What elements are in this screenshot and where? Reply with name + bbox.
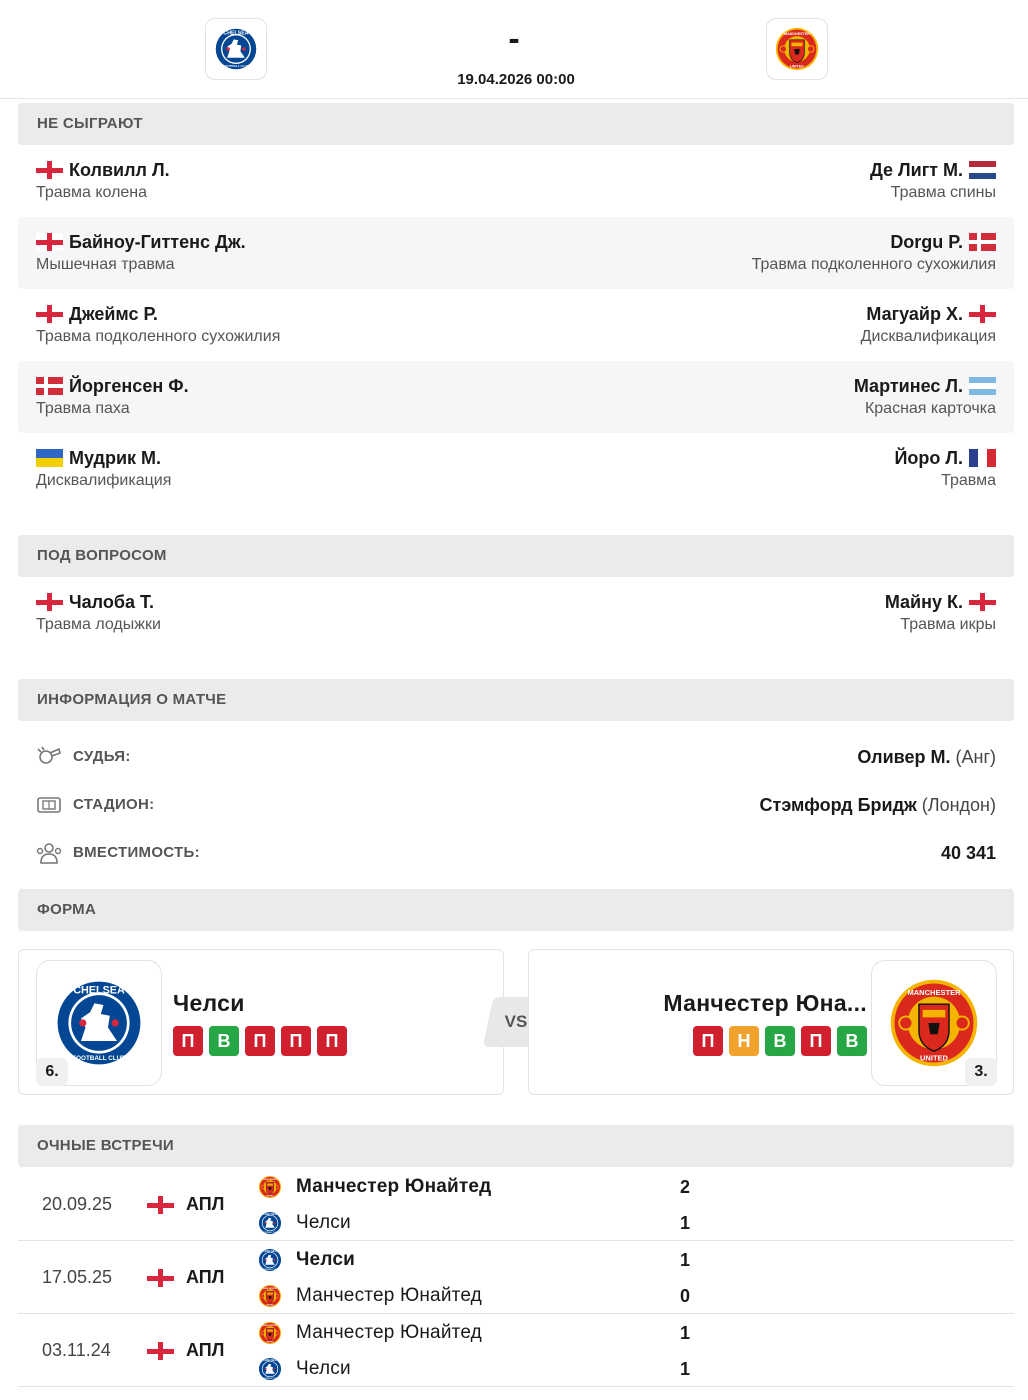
away-team-logo[interactable] <box>766 18 828 80</box>
team-name: Челси <box>296 1212 351 1233</box>
absence-reason: Травма лодыжки <box>36 616 161 633</box>
section-form-title: ФОРМА <box>18 889 1014 931</box>
team-name: Манчестер Юнайтед <box>296 1322 482 1343</box>
eng-flag-icon <box>969 305 996 323</box>
team-score: 1 <box>679 1250 690 1270</box>
stadium-row <box>18 781 1014 829</box>
form-result-badge[interactable]: В <box>209 1026 239 1056</box>
form-result-badge[interactable]: В <box>765 1026 795 1056</box>
form-result-badge[interactable]: П <box>281 1026 311 1056</box>
crowd-icon <box>36 841 62 865</box>
h2h-team <box>258 1354 351 1384</box>
player-name-line <box>885 589 996 615</box>
stadium-value <box>760 781 997 829</box>
h2h-team <box>258 1208 351 1238</box>
league-name: АПЛ <box>186 1194 225 1214</box>
eng-flag-icon <box>147 1269 174 1287</box>
match-date: 03.11.24 <box>42 1340 111 1360</box>
absence-row <box>18 289 1014 361</box>
home-team-badge <box>36 960 162 1086</box>
player-name-line <box>36 157 170 183</box>
away-player[interactable] <box>870 157 996 202</box>
team-name: Челси <box>296 1249 355 1270</box>
player-name: Джеймс Р. <box>69 303 158 324</box>
h2h-team <box>258 1318 482 1348</box>
capacity-row <box>18 829 1014 877</box>
player-name-line <box>854 373 996 399</box>
match-header <box>0 0 1028 99</box>
absence-reason: Красная карточка <box>864 400 996 417</box>
player-name-line <box>36 589 161 615</box>
absence-row <box>18 145 1014 217</box>
ukr-flag-icon <box>36 449 63 467</box>
home-team-name: Челси <box>173 990 245 1016</box>
h2h-team <box>258 1245 355 1275</box>
absence-reason: Травма подколенного сухожилия <box>751 256 996 273</box>
whistle-icon <box>36 745 62 769</box>
manutd-logo-icon <box>774 26 820 72</box>
home-player[interactable] <box>36 301 280 346</box>
player-name: Колвилл Л. <box>69 159 170 180</box>
absence-reason: Травма паха <box>36 400 130 417</box>
away-player[interactable] <box>752 229 996 274</box>
referee-name: Оливер М. <box>857 747 951 767</box>
eng-flag-icon <box>147 1196 174 1214</box>
match-datetime: 19.04.2026 00:00 <box>457 71 575 88</box>
section-match-info-title: ИНФОРМАЦИЯ О МАТЧЕ <box>18 679 1014 721</box>
match-date: 17.05.25 <box>42 1267 113 1287</box>
away-player[interactable] <box>885 589 996 634</box>
manutd-mini-icon <box>258 1175 282 1199</box>
absence-row <box>18 433 1014 505</box>
home-team-logo[interactable] <box>205 18 267 80</box>
away-rank: 3. <box>965 1058 997 1086</box>
player-name: Йоргенсен Ф. <box>69 375 189 396</box>
chelsea-logo-icon <box>214 27 258 71</box>
player-name-line <box>36 373 189 399</box>
eng-flag-icon <box>36 233 63 251</box>
section-questionable-title: ПОД ВОПРОСОМ <box>18 535 1014 577</box>
away-form-results <box>693 1026 867 1056</box>
dnk-flag-icon <box>969 233 996 251</box>
home-form-results <box>173 1026 347 1056</box>
away-team-badge <box>871 960 997 1086</box>
absence-reason: Дисквалификация <box>36 472 172 489</box>
player-name: Dorgu P. <box>890 231 963 252</box>
player-name: Де Лигт М. <box>869 159 963 180</box>
eng-flag-icon <box>147 1342 174 1360</box>
player-name-line <box>36 445 171 471</box>
league-name: АПЛ <box>186 1340 225 1360</box>
player-name: Йоро Л. <box>894 447 963 468</box>
capacity-value <box>941 829 996 877</box>
home-player[interactable] <box>36 373 189 418</box>
home-player[interactable] <box>36 157 170 202</box>
absence-reason: Травма подколенного сухожилия <box>36 328 281 345</box>
absence-reason: Травма <box>941 472 996 489</box>
absence-reason: Травма икры <box>900 616 996 633</box>
away-form-card[interactable] <box>528 949 1014 1095</box>
manutd-mini-icon <box>258 1284 282 1308</box>
nld-flag-icon <box>969 161 996 179</box>
absence-row <box>18 217 1014 289</box>
away-player[interactable] <box>854 373 996 418</box>
absence-row <box>18 361 1014 433</box>
eng-flag-icon <box>36 305 63 323</box>
away-player[interactable] <box>894 445 996 490</box>
vs-label: VS <box>504 1012 528 1031</box>
referee-row <box>18 733 1014 781</box>
manutd-mini-icon <box>258 1321 282 1345</box>
stadium-city: (Лондон) <box>921 795 996 815</box>
dnk-flag-icon <box>36 377 63 395</box>
h2h-match-row[interactable] <box>18 1241 1014 1314</box>
player-name-line <box>36 229 246 255</box>
player-name-line <box>861 301 996 327</box>
stadium-label: СТАДИОН: <box>73 796 155 813</box>
team-name: Челси <box>296 1358 351 1379</box>
team-score: 1 <box>679 1359 690 1379</box>
stadium-icon <box>36 793 62 817</box>
away-team-name: Манчестер Юна... <box>663 990 867 1016</box>
absence-reason: Дисквалификация <box>860 328 996 345</box>
absence-reason: Травма колена <box>36 184 148 201</box>
eng-flag-icon <box>36 161 63 179</box>
chelsea-mini-icon <box>258 1248 282 1272</box>
league-name: АПЛ <box>186 1267 225 1287</box>
home-player[interactable] <box>36 445 171 490</box>
home-player[interactable] <box>36 229 246 274</box>
team-score: 1 <box>679 1323 690 1343</box>
arg-flag-icon <box>969 377 996 395</box>
player-name-line <box>36 301 280 327</box>
section-h2h-title: ОЧНЫЕ ВСТРЕЧИ <box>18 1125 1014 1167</box>
team-score: 1 <box>679 1213 690 1233</box>
h2h-match-row[interactable] <box>18 1314 1014 1387</box>
player-name: Майну К. <box>884 591 963 612</box>
capacity-number: 40 341 <box>940 843 996 863</box>
chelsea-mini-icon <box>258 1357 282 1381</box>
player-name: Мартинес Л. <box>853 375 963 396</box>
form-result-badge[interactable]: П <box>801 1026 831 1056</box>
home-rank: 6. <box>36 1058 68 1086</box>
manutd-crest-icon <box>887 976 981 1070</box>
team-score: 0 <box>679 1286 690 1306</box>
player-name: Байноу-Гиттенс Дж. <box>69 231 246 252</box>
h2h-team <box>258 1281 482 1311</box>
team-name: Манчестер Юнайтед <box>296 1285 482 1306</box>
away-player[interactable] <box>861 301 996 346</box>
player-name-line <box>894 445 996 471</box>
eng-flag-icon <box>969 593 996 611</box>
chelsea-mini-icon <box>258 1211 282 1235</box>
form-result-badge[interactable]: В <box>837 1026 867 1056</box>
section-missing-title: НЕ СЫГРАЮТ <box>18 103 1014 145</box>
referee-label: СУДЬЯ: <box>73 748 131 765</box>
home-form-card[interactable] <box>18 949 504 1095</box>
referee-value <box>857 733 996 781</box>
chelsea-crest-icon <box>54 978 144 1068</box>
eng-flag-icon <box>36 593 63 611</box>
player-name-line <box>870 157 996 183</box>
form-result-badge[interactable]: П <box>173 1026 203 1056</box>
player-name: Чалоба Т. <box>69 591 154 612</box>
absence-reason: Травма спины <box>890 184 996 201</box>
absence-row <box>18 577 1014 649</box>
fra-flag-icon <box>969 449 996 467</box>
form-result-badge[interactable]: П <box>317 1026 347 1056</box>
player-name: Мудрик М. <box>69 447 162 468</box>
match-score: - <box>508 20 520 58</box>
team-score: 2 <box>679 1177 690 1197</box>
referee-country: (Анг) <box>955 747 996 767</box>
h2h-match-row[interactable] <box>18 1168 1014 1241</box>
team-name: Манчестер Юнайтед <box>296 1176 492 1197</box>
match-date: 20.09.25 <box>42 1194 113 1214</box>
player-name-line <box>752 229 996 255</box>
home-player[interactable] <box>36 589 161 634</box>
form-result-badge[interactable]: П <box>693 1026 723 1056</box>
form-result-badge[interactable]: Н <box>729 1026 759 1056</box>
stadium-name: Стэмфорд Бридж <box>759 795 917 815</box>
absence-reason: Мышечная травма <box>36 256 175 273</box>
h2h-team <box>258 1172 491 1202</box>
capacity-label: ВМЕСТИМОСТЬ: <box>73 844 200 861</box>
form-result-badge[interactable]: П <box>245 1026 275 1056</box>
player-name: Магуайр Х. <box>866 303 963 324</box>
